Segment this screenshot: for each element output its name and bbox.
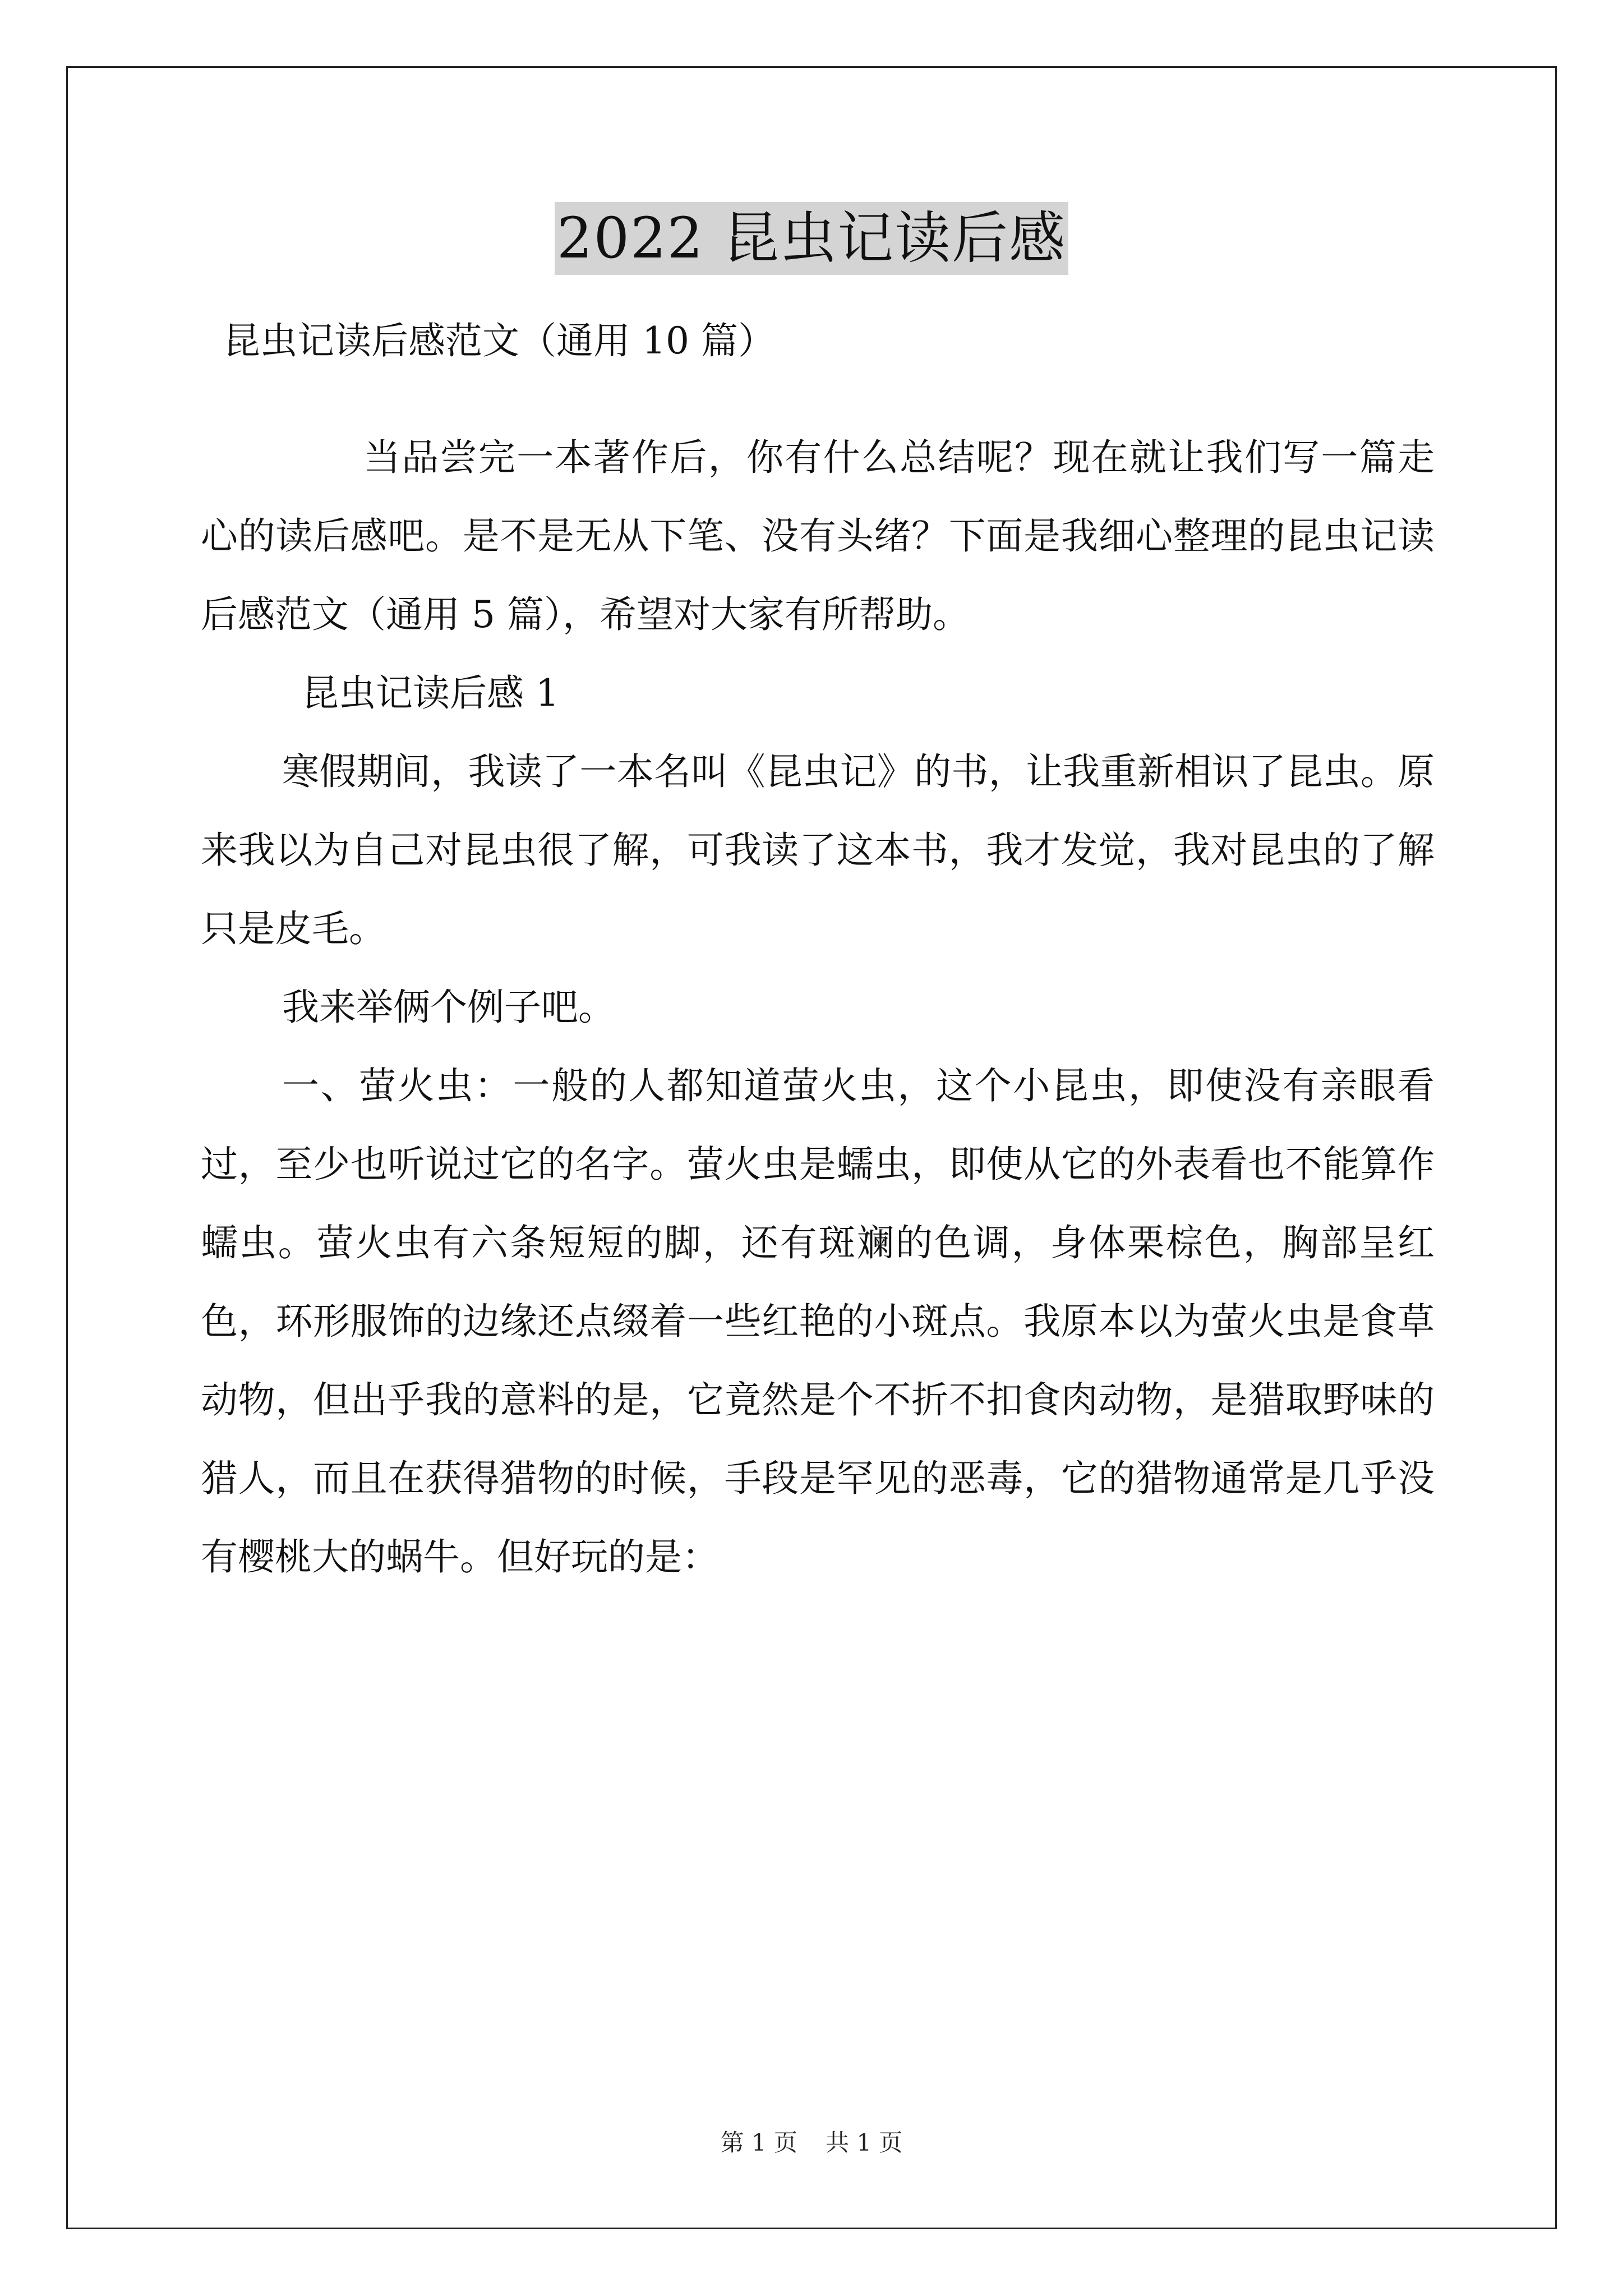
page-number: 第 1 页: [720, 2129, 797, 2156]
body-paragraph-3: 一、萤火虫：一般的人都知道萤火虫，这个小昆虫，即使没有亲眼看过，至少也听说过它的名字。萤火虫是蠕虫，即使从它的外表看也不能算作蠕虫。萤火虫有六条短短的脚，还有斑斓的色调，身体栗棕色，胸部呈红色，环形服饰的边缘还点缀着一些红艳的小斑点。我原本以为萤火虫是食草动物，但出乎我的意料的是，它竟然是个不折不扣食肉动物，是猎取野味的猎人，而且在获得猎物的时候，手段是罕见的恶毒，它的猎物通常是几乎没有樱桃大的蜗牛。但好玩的是：: [201, 1064, 1435, 1579]
intro-paragraph: 当品尝完一本著作后，你有什么总结呢？现在就让我们写一篇走心的读后感吧。是不是无从下笔、没有头绪？下面是我细心整理的昆虫记读后感范文（通用 5 篇），希望对大家有所帮助。: [201, 436, 1435, 636]
body-paragraph-2: 我来举俩个例子吧。: [282, 986, 615, 1029]
body-paragraph-1: 寒假期间，我读了一本名叫《昆虫记》的书，让我重新相识了昆虫。原来我以为自己对昆虫很了解，可我读了这本书，我才发觉，我对昆虫的了解只是皮毛。: [201, 750, 1435, 950]
title-container: [0, 202, 1623, 275]
section-heading: 昆虫记读后感 1: [302, 671, 559, 715]
document-title: 2022 昆虫记读后感: [555, 202, 1068, 275]
page-footer: [0, 2126, 1623, 2160]
document-body: [201, 314, 1435, 1596]
document-subtitle: 昆虫记读后感范文（通用 10 篇）: [223, 319, 775, 362]
page-total: 共 1 页: [826, 2129, 903, 2156]
